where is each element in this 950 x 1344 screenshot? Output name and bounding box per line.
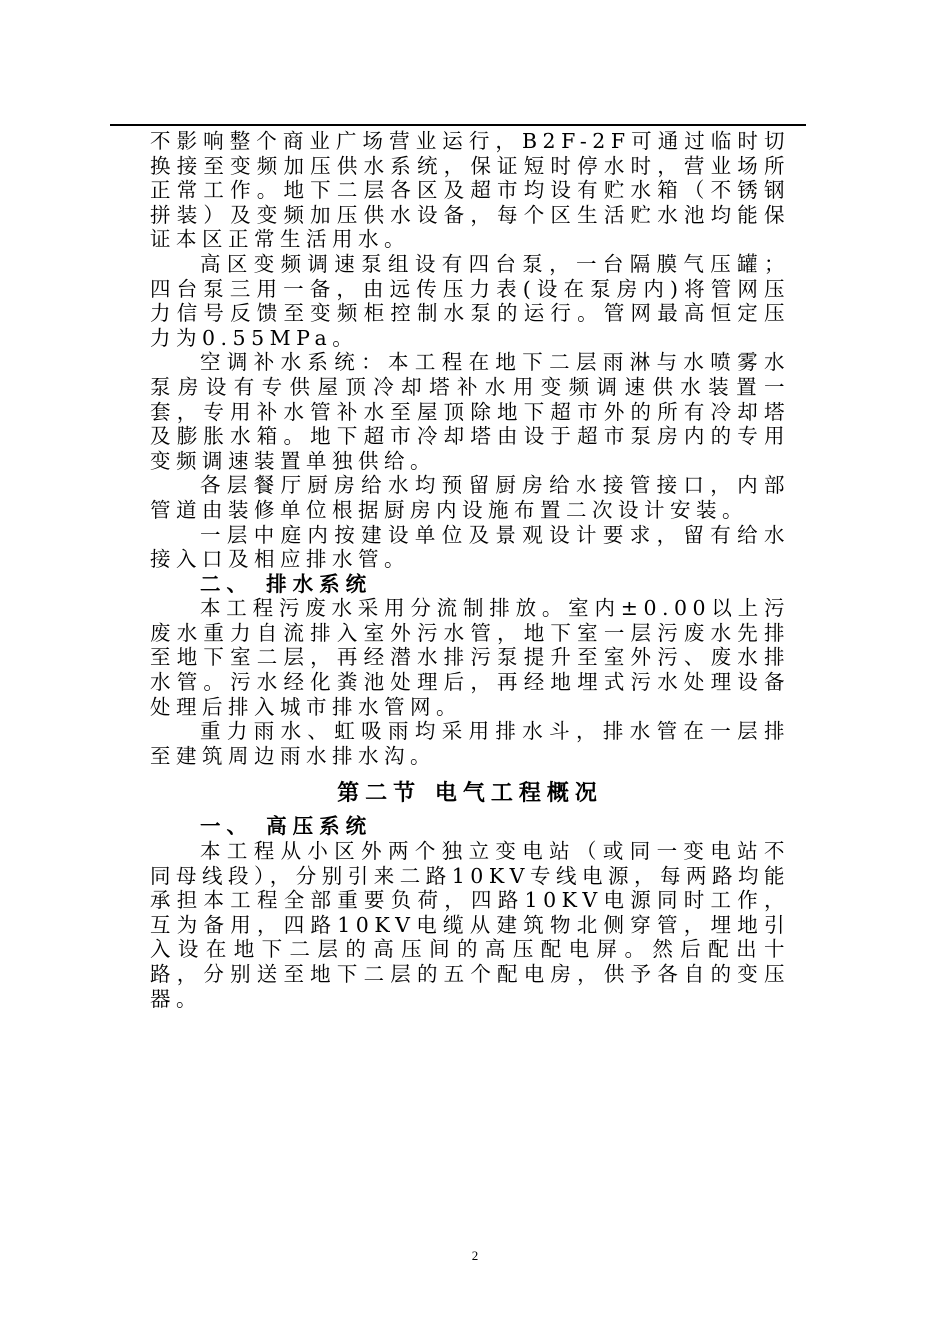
paragraph-kitchen-water: 各层餐厅厨房给水均预留厨房给水接管接口，内部管道由装修单位根据厨房内设施布置二次设计安装。 (150, 473, 790, 522)
header-rule (110, 124, 806, 126)
section-title: 第二节 电气工程概况 (337, 780, 603, 807)
paragraph-high-zone-pumps: 高区变频调速泵组设有四台泵，一台隔膜气压罐；四台泵三用一备，由远传压力表(设在泵房内)将管网压力信号反馈至变频柜控制水泵的运行。管网最高恒定压力为0.55MPa。 (150, 251, 790, 350)
page-number: 2 (471, 1248, 479, 1263)
paragraph-atrium-water: 一层中庭内按建设单位及景观设计要求，留有给水接入口及相应排水管。 (150, 522, 790, 572)
document-body (150, 129, 790, 1011)
paragraph-high-voltage: 本工程从小区外两个独立变电站（或同一变电站不同母线段），分别引来二路10KV专线电源，每两路均能承担本工程全部重要负荷，四路10KV电源同时工作，互为备用，四路10KV电缆从建筑物北侧穿管，埋地引入设在地下二层的高压间的高压配电屏。然后配出十路，分别送至地下二层的五个配电房，供予各自的变压器。 (150, 839, 790, 1011)
high-voltage-heading: 一、 高压系统 (200, 814, 373, 839)
paragraph-rainwater: 重力雨水、虹吸雨均采用排水斗，排水管在一层排至建筑周边雨水排水沟。 (150, 719, 790, 768)
paragraph-continued: 不影响整个商业广场营业运行，B2F-2F可通过临时切换接至变频加压供水系统，保证短时停水时，营业场所正常工作。地下二层各区及超市均设有贮水箱（不锈钢拼装）及变频加压供水设备，每个区生活贮水池均能保证本区正常生活用水。 (150, 129, 790, 252)
drainage-heading: 二、 排水系统 (200, 571, 373, 596)
paragraph-ac-makeup-water: 空调补水系统：本工程在地下二层雨淋与水喷雾水泵房设有专供屋顶冷却塔补水用变频调速供水装置一套，专用补水管补水至屋顶除地下超市外的所有冷却塔及膨胀水箱。地下超市冷却塔由设于超市泵房内的专用变频调速装置单独供给。 (150, 350, 790, 473)
paragraph-sewage: 本工程污废水采用分流制排放。室内±0.00以上污废水重力自流排入室外污水管，地下室一层污废水先排至地下室二层，再经潜水排污泵提升至室外污、废水排水管。污水经化粪池处理后，再经地埋式污水处理设备处理后排入城市排水管网。 (150, 596, 790, 719)
